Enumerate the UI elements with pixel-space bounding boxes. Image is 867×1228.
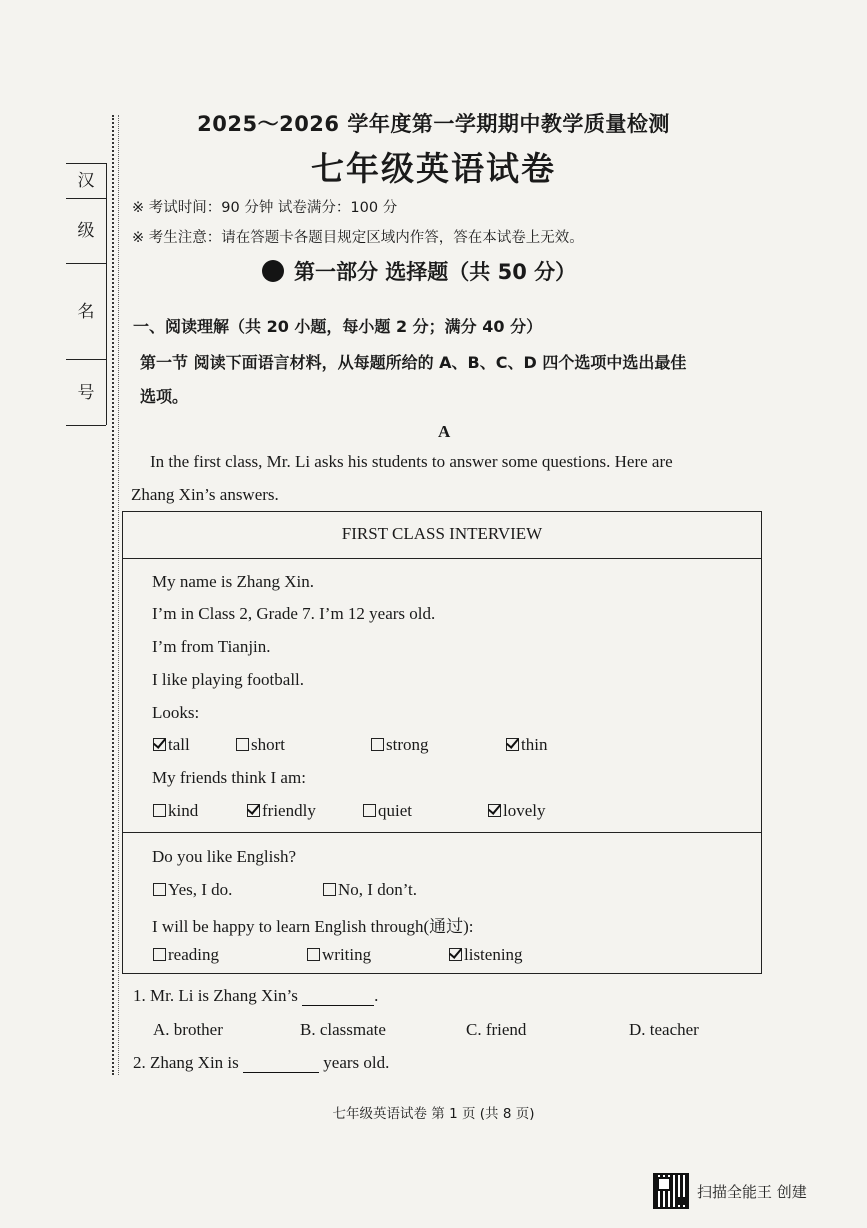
checkbox-checked-icon[interactable] [488, 804, 501, 817]
option-label: kind [168, 801, 199, 820]
interview-line: Looks: [152, 703, 200, 722]
option-label: quiet [378, 801, 412, 820]
checkbox-icon[interactable] [323, 883, 336, 896]
question-1-option-b[interactable]: B. classmate [300, 1020, 386, 1039]
looks-option[interactable] [153, 735, 190, 755]
friends-option[interactable] [363, 801, 412, 821]
question-stem-end: . [374, 986, 379, 1005]
english-option[interactable] [153, 880, 232, 900]
binding-line [112, 115, 116, 1075]
checkbox-icon[interactable] [371, 738, 384, 751]
checkbox-icon[interactable] [153, 883, 166, 896]
interview-line: I’m from Tianjin. [152, 637, 271, 656]
checkbox-checked-icon[interactable] [247, 804, 260, 817]
option-label: Yes, I do. [168, 880, 233, 899]
side-cell-number: 号 [66, 361, 106, 426]
question-1 [133, 986, 378, 1006]
friends-option[interactable] [488, 801, 546, 821]
checkbox-icon[interactable] [363, 804, 376, 817]
passage-label: A [438, 422, 451, 441]
option-label: tall [168, 735, 190, 754]
part-heading [262, 256, 576, 286]
exam-subtitle: 2025～2026 学年度第一学期期中教学质量检测 [197, 112, 670, 136]
checkbox-checked-icon[interactable] [153, 738, 166, 751]
option-label: listening [464, 945, 523, 964]
qr-code-icon [653, 1173, 689, 1209]
page-footer: 七年级英语试卷 第 1 页 (共 8 页) [332, 1106, 535, 1122]
checkbox-checked-icon[interactable] [506, 738, 519, 751]
interview-line: My name is Zhang Xin. [152, 572, 314, 591]
question-stem-end: years old. [323, 1053, 390, 1072]
question-1-option-a[interactable]: A. brother [153, 1020, 223, 1039]
english-options [123, 880, 761, 904]
answer-blank[interactable] [302, 1005, 374, 1006]
checkbox-icon[interactable] [236, 738, 249, 751]
learn-prompt: I will be happy to learn English through(通过): [152, 917, 474, 936]
table-divider [123, 832, 761, 833]
learn-option[interactable] [307, 945, 371, 965]
option-label: thin [521, 735, 548, 754]
interview-table [122, 511, 762, 974]
friends-option[interactable] [153, 801, 198, 821]
checkbox-icon[interactable] [153, 948, 166, 961]
passage-line-2: Zhang Xin’s answers. [131, 485, 279, 504]
side-cell-name: 名 [66, 265, 106, 360]
option-label: strong [386, 735, 429, 754]
answer-blank[interactable] [243, 1072, 319, 1073]
option-label: short [251, 735, 285, 754]
interview-line: I like playing football. [152, 670, 305, 689]
binding-line-inner [118, 115, 119, 1075]
option-label: reading [168, 945, 219, 964]
part-title: 第一部分 选择题（共 50 分） [294, 260, 577, 284]
option-label: writing [322, 945, 372, 964]
option-label: friendly [262, 801, 316, 820]
interview-title: FIRST CLASS INTERVIEW [341, 524, 543, 543]
section-instruction-2: 选项。 [140, 387, 189, 406]
table-divider [123, 558, 761, 559]
passage-line-1: In the first class, Mr. Li asks his students to answer some questions. Here are [150, 452, 673, 471]
question-2 [133, 1053, 389, 1073]
side-cell-class: 汉 [66, 163, 106, 199]
learn-option[interactable] [449, 945, 523, 965]
watermark-text: 扫描全能王 创建 [697, 1182, 807, 1201]
english-option[interactable] [323, 880, 417, 900]
question-stem: 2. Zhang Xin is [133, 1053, 239, 1072]
checkbox-checked-icon[interactable] [449, 948, 462, 961]
question-1-option-d[interactable]: D. teacher [629, 1020, 699, 1039]
bullet-icon [262, 260, 284, 282]
scanner-watermark [653, 1173, 807, 1209]
looks-option[interactable] [236, 735, 285, 755]
learn-option[interactable] [153, 945, 219, 965]
learn-options [123, 945, 761, 969]
section-instruction-1: 第一节 阅读下面语言材料，从每题所给的 A、B、C、D 四个选项中选出最佳 [140, 353, 687, 372]
interview-line: I’m in Class 2, Grade 7. I’m 12 years old. [152, 604, 436, 623]
looks-option[interactable] [506, 735, 547, 755]
question-1-option-c[interactable]: C. friend [466, 1020, 527, 1039]
english-question: Do you like English? [152, 847, 297, 866]
looks-option[interactable] [371, 735, 429, 755]
friends-option[interactable] [247, 801, 316, 821]
exam-title: 七年级英语试卷 [311, 149, 556, 188]
option-label: No, I don’t. [338, 880, 418, 899]
question-stem: 1. Mr. Li is Zhang Xin’s [133, 986, 298, 1005]
checkbox-icon[interactable] [307, 948, 320, 961]
student-info-box [66, 163, 107, 425]
section-heading: 一、阅读理解（共 20 小题，每小题 2 分；满分 40 分） [133, 317, 543, 336]
exam-time-note: ※ 考试时间：90 分钟 试卷满分：100 分 [132, 200, 398, 216]
side-cell-grade: 级 [66, 199, 106, 264]
looks-options [123, 735, 761, 759]
exam-attention-note: ※ 考生注意：请在答题卡各题目规定区域内作答，答在本试卷上无效。 [132, 230, 584, 246]
friends-prompt: My friends think I am: [152, 768, 306, 787]
friends-options [123, 801, 761, 825]
option-label: lovely [503, 801, 546, 820]
checkbox-icon[interactable] [153, 804, 166, 817]
